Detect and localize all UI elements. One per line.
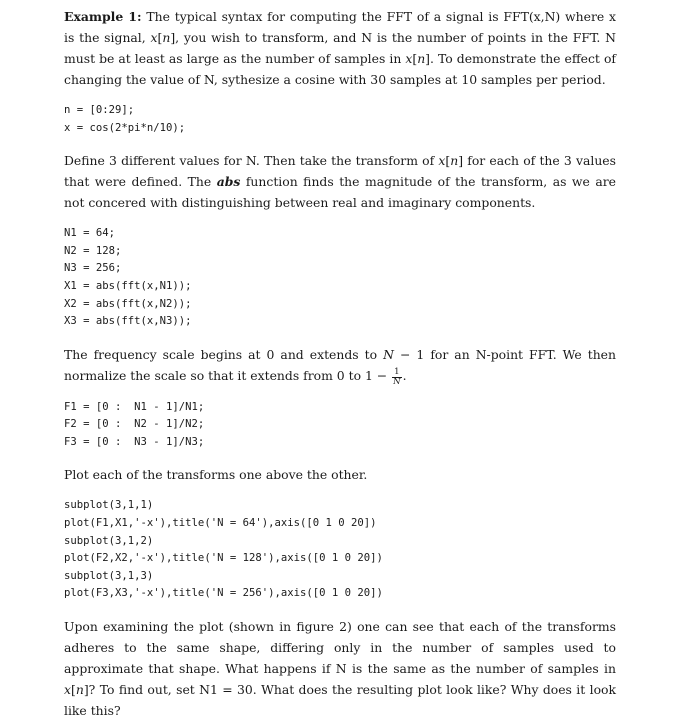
example-text-2: , you wish to transform, and N is the number of points in the FFT. N must be at least as large as the number of samples in bbox=[64, 30, 616, 66]
math-n: n bbox=[162, 30, 171, 45]
conclusion-text-1: Upon examining the plot (shown in figure 2) one can see that each of the transforms adheres to the same shape, differing only in the number of samples used to approximate that shape. What happens if N is the same as the number of samples in bbox=[64, 618, 616, 676]
frequency-text-3: . bbox=[402, 367, 407, 383]
math-n: n bbox=[75, 681, 84, 697]
fraction-denominator: N bbox=[393, 376, 401, 387]
example-text-1: The typical syntax for computing the FFT of a signal is FFT(x,N) where x is the signal, bbox=[64, 9, 616, 45]
frequency-text-2: for an N-point FFT. We then normalize the scale so that it extends from 0 to 1 − bbox=[64, 346, 616, 383]
plot-paragraph: Plot each of the transforms one above the other. bbox=[64, 467, 368, 483]
example-label: Example 1: bbox=[64, 9, 142, 24]
conclusion-paragraph: Upon examining the plot (shown in figure 2) one can see that each of the transforms adheres to the same shape, differing only in the number of samples used to approximate that shape. What happens if N is the same as the number of samples in x[n]? To find out, set N1 = 30. What does the resulting plot look like? Why does it look like this? bbox=[64, 618, 616, 718]
conclusion-text-2: ? To find out, set N1 = 30. What does the resulting plot look like? Why does it look like this? bbox=[64, 681, 616, 718]
math-n: n bbox=[417, 51, 426, 66]
define-paragraph: Define 3 different values for N. Then take the transform of x[n] for each of the 3 values that were defined. The abs function finds the magnitude of the transform, as we are not concered with distinguishing between real and imaginary components. bbox=[64, 153, 616, 211]
frequency-text-1: The frequency scale begins at 0 and extends to bbox=[64, 346, 384, 362]
code-block-plot: subplot(3,1,1) plot(F1,X1,'-x'),title('N = 64'),axis([0 1 0 20]) subplot(3,1,2) plot(F2,X2,'-x'),title('N = 128'),axis([0 1 0 20]) subplot(3,1,3) plot(F3,X3,'-x'),title('N = 256'),axis([0 1 0 20]) bbox=[64, 499, 383, 600]
define-text-3: function finds the magnitude of the transform, as we are not concered with distinguishing between real and imaginary components. bbox=[64, 174, 616, 211]
example-text-3: . To demonstrate the effect of changing the value of N, sythesize a cosine with 30 samples at 10 samples per period. bbox=[64, 51, 616, 87]
math-x: x bbox=[438, 153, 446, 169]
fraction-numerator: 1 bbox=[392, 368, 401, 378]
math-minus-one: − 1 bbox=[393, 346, 425, 362]
math-x: x bbox=[405, 51, 413, 66]
math-N: N bbox=[383, 346, 394, 362]
code-block-signal: n = [0:29]; x = cos(2*pi*n/10); bbox=[64, 104, 186, 134]
math-x: x bbox=[150, 30, 158, 45]
math-x: x bbox=[64, 681, 71, 697]
example-paragraph: Example 1: The typical syntax for computing the FFT of a signal is FFT(x,N) where x is the signal, x[n], you wish to transform, and N is the number of points in the FFT. N must be at least as large as the number of samples in x[n]. To demonstrate the effect of changing the value of N, sythesize a cosine with 30 samples at 10 samples per period. bbox=[64, 9, 616, 87]
code-block-frequency: F1 = [0 : N1 - 1]/N1; F2 = [0 : N2 - 1]/N2; F3 = [0 : N3 - 1]/N3; bbox=[64, 400, 205, 448]
document-page bbox=[64, 6, 616, 721]
code-block-fft: N1 = 64; N2 = 128; N3 = 256; X1 = abs(fft(x,N1)); X2 = abs(fft(x,N2)); X3 = abs(fft(x,N3)); bbox=[64, 227, 192, 328]
abs-function-name: abs bbox=[216, 174, 241, 190]
fraction-one-over-n bbox=[392, 368, 401, 387]
define-text-1: Define 3 different values for N. Then take the transform of bbox=[64, 153, 439, 169]
math-n: n bbox=[450, 153, 459, 169]
define-text-2: for each of the 3 values that were defined. The bbox=[64, 153, 616, 190]
frequency-paragraph bbox=[64, 344, 616, 387]
